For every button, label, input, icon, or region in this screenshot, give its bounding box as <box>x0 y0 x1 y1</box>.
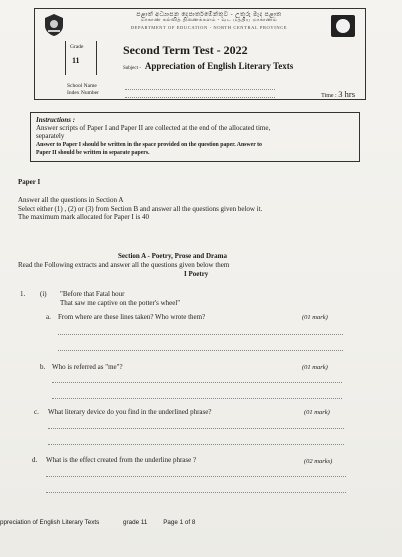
part-text: Who is referred as "me"? <box>52 363 123 371</box>
footer-grade: grade 11 <box>123 519 148 526</box>
answer-line[interactable] <box>46 492 346 493</box>
question-sub: (i) <box>40 290 47 298</box>
paper-heading: Paper I <box>18 178 41 186</box>
time-label: Time : <box>321 93 337 99</box>
page-footer <box>0 519 195 526</box>
instruction-line: Answer scripts of Paper I and Paper II are collected at the end of the allocated time, <box>36 124 271 133</box>
answer-line[interactable] <box>48 444 344 445</box>
part-label: d. <box>32 456 38 464</box>
header-department: DEPARTMENT OF EDUCATION - NORTH CENTRAL PROVINCE <box>130 25 288 30</box>
grade-value: 11 <box>72 56 80 65</box>
paper-rule-line: Select either (1) , (2) or (3) from Section B and answer all the questions given below it. <box>18 204 263 213</box>
answer-line[interactable] <box>46 476 346 477</box>
part-text: What literary device do you find in the underlined phrase? <box>48 408 212 416</box>
student-info <box>67 83 99 97</box>
paper-rules <box>18 196 262 222</box>
exam-title: Second Term Test - 2022 <box>123 43 248 57</box>
subject-line <box>123 61 293 71</box>
index-number-label: Index Number <box>67 90 99 96</box>
instructions-box <box>30 112 360 162</box>
part-mark: (01 mark) <box>302 314 328 321</box>
subject-name: Appreciation of English Literary Texts <box>144 61 294 71</box>
school-name-line <box>125 89 275 90</box>
part-mark: (01 mark) <box>302 364 328 371</box>
answer-line[interactable] <box>58 350 343 351</box>
footer-subject: ppreciation of English Literary Texts <box>0 519 100 526</box>
grade-label: Grade <box>70 44 84 50</box>
part-label: b. <box>40 363 46 371</box>
part-mark: (01 mark) <box>304 409 330 416</box>
index-number-line <box>125 97 275 98</box>
part-label: c. <box>34 408 39 416</box>
paper-rule-line: Answer all the questions in Section A <box>18 196 124 204</box>
part-mark: (02 marks) <box>304 458 333 465</box>
answer-line[interactable] <box>52 382 342 383</box>
poem-line: "Before that Fatal hour <box>60 290 125 298</box>
section-subtitle: I Poetry <box>184 270 209 278</box>
instructions-heading: Instructions : <box>36 116 76 124</box>
part-text: From where are these lines taken? Who wrote them? <box>58 313 206 321</box>
crest-icon <box>43 13 65 37</box>
grade-box <box>65 41 97 75</box>
paper-rule-line: The maximum mark allocated for Paper I is 40 <box>18 213 150 221</box>
instruction-line: Answer to Paper I should be written in the space provided on the question paper. Answer to <box>36 141 262 148</box>
poem-line: That saw me captive on the potter's wheel" <box>60 299 181 307</box>
exam-header <box>34 8 366 100</box>
instruction-line: separately <box>36 132 65 141</box>
instruction-line: Paper II should be written in separate papers. <box>36 149 150 156</box>
answer-line[interactable] <box>48 428 344 429</box>
question-number: 1. <box>20 290 26 298</box>
header-tamil: மாகாண கல்வித் திணைக்களம் - வட மத்திய மாகாணம் <box>140 18 278 23</box>
time-value: 3 hrs <box>338 89 355 99</box>
part-label: a. <box>46 313 51 321</box>
header-sinhala: පළාත් අධ්‍යාපන දෙපාර්තමේන්තුව - උතුරු මැද පළාත <box>136 12 282 18</box>
section-intro: Read the Following extracts and answer all the questions given below them <box>18 261 230 269</box>
subject-label: Subject - <box>123 66 141 71</box>
answer-line[interactable] <box>58 334 343 335</box>
school-name-label: School Name <box>67 83 97 89</box>
section-title: Section A - Poetry, Prose and Drama <box>118 252 227 260</box>
footer-page: Page 1 of 8 <box>163 519 196 526</box>
answer-line[interactable] <box>52 398 342 399</box>
time-allowed <box>321 89 355 99</box>
emblem-icon <box>331 15 355 37</box>
part-text: What is the effect created from the underline phrase ? <box>46 456 197 464</box>
